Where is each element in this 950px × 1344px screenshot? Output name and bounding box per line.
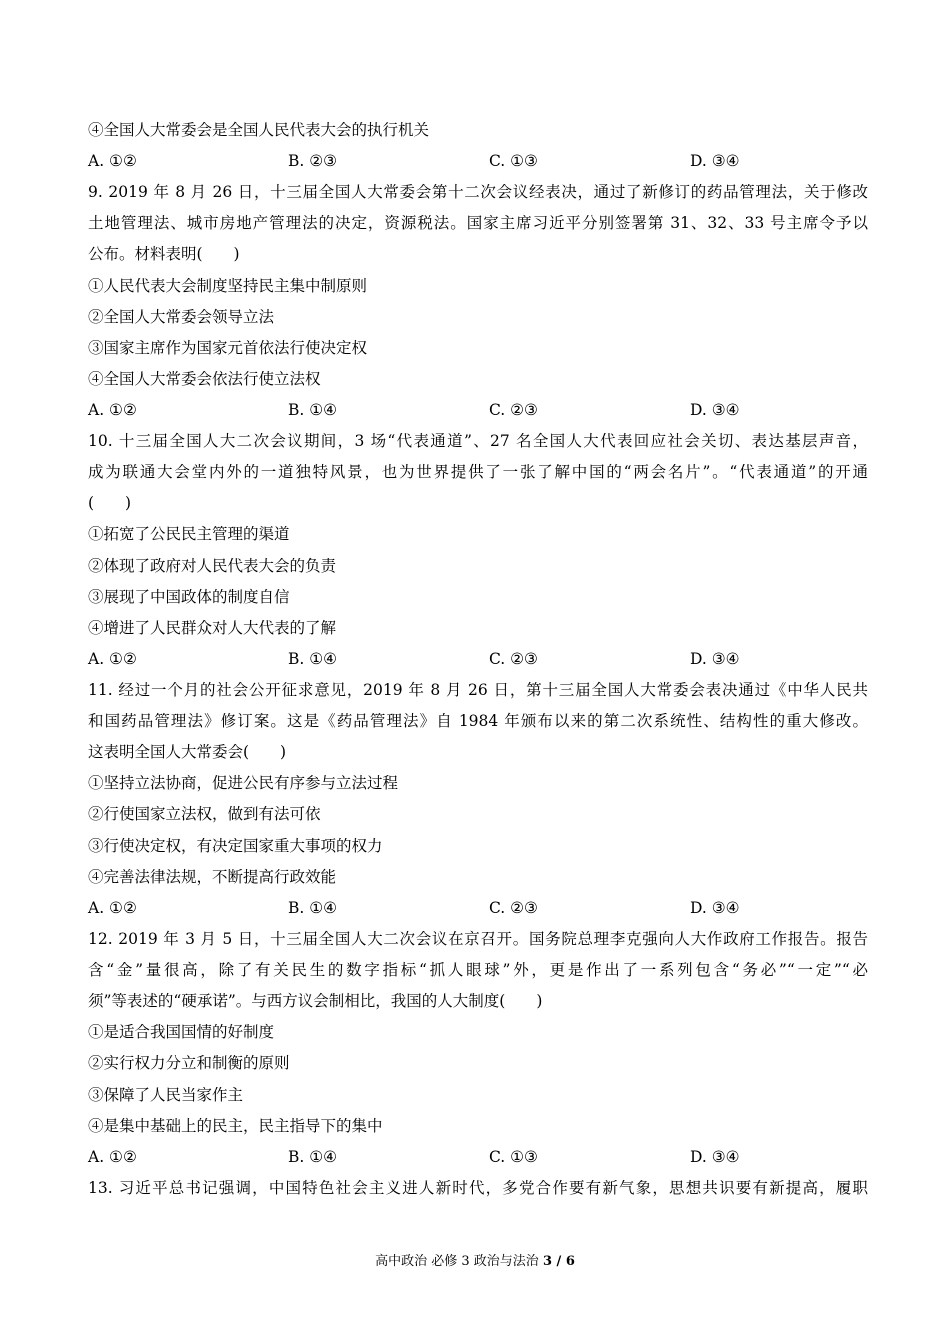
page-total: 6 [565,1254,575,1269]
page-number: 3 [542,1254,552,1269]
option-c: C. ①③ [489,1148,538,1166]
answer-options [88,649,868,669]
option-statement: ①人民代表大会制度坚持民主集中制原则 [88,277,368,295]
option-a: A. ①② [88,1148,137,1166]
option-statement: ①是适合我国国情的好制度 [88,1023,275,1041]
question-stem: 和国药品管理法》修订案。这是《药品管理法》自 1984 年颁布以来的第二次系统性、结构性的重大修改。 [88,712,868,730]
question-stem: 12. 2019 年 3 月 5 日，十三届全国人大二次会议在京召开。国务院总理李克强向人大作政府工作报告。报告 [88,930,868,948]
question-stem: 10. 十三届全国人大二次会议期间，3 场“代表通道”、27 名全国人大代表回应社会关切、表达基层声音， [88,432,868,450]
option-statement: ④是集中基础上的民主，民主指导下的集中 [88,1117,383,1135]
option-a: A. ①② [88,401,137,419]
option-statement: ①拓宽了公民民主管理的渠道 [88,525,290,543]
question-stem: ( ) [88,494,132,512]
option-d: D. ③④ [690,1148,740,1166]
page-footer [0,1253,950,1271]
footer-text: 高中政治 必修 3 政治与法治 [375,1254,543,1269]
option-d: D. ③④ [690,152,740,170]
option-b: B. ①④ [288,650,338,668]
question-stem: 13. 习近平总书记强调，中国特色社会主义进人新时代，多党合作要有新气象，思想共识要有新提高，履职 [88,1179,868,1197]
question-stem: 含“金”量很高，除了有关民生的数字指标“抓人眼球”外，更是作出了一系列包含“务必”“一定”“必 [88,961,868,979]
page-separator: / [552,1254,566,1269]
option-d: D. ③④ [690,401,740,419]
option-statement: ④全国人大常委会是全国人民代表大会的执行机关 [88,121,430,139]
option-b: B. ①④ [288,899,338,917]
option-c: C. ②③ [489,650,538,668]
question-stem: 须”等表述的“硬承诺”。与西方议会制相比，我国的人大制度( ) [88,992,543,1010]
option-c: C. ①③ [489,152,538,170]
option-statement: ③国家主席作为国家元首依法行使决定权 [88,339,368,357]
option-statement: ④完善法律法规，不断提高行政效能 [88,868,337,886]
answer-options [88,400,868,420]
question-stem: 公布。材料表明( ) [88,245,240,263]
answer-options [88,898,868,918]
answer-options [88,1147,868,1167]
option-statement: ②全国人大常委会领导立法 [88,308,275,326]
answer-options [88,151,868,171]
option-statement: ③保障了人民当家作主 [88,1086,244,1104]
option-statement: ④增进了人民群众对人大代表的了解 [88,619,337,637]
option-statement: ④全国人大常委会依法行使立法权 [88,370,321,388]
option-statement: ③行使决定权，有决定国家重大事项的权力 [88,837,383,855]
option-statement: ③展现了中国政体的制度自信 [88,588,290,606]
option-c: C. ②③ [489,899,538,917]
option-statement: ②实行权力分立和制衡的原则 [88,1054,290,1072]
option-statement: ①坚持立法协商，促进公民有序参与立法过程 [88,774,399,792]
question-stem: 这表明全国人大常委会( ) [88,743,287,761]
option-b: B. ②③ [288,152,338,170]
option-a: A. ①② [88,899,137,917]
question-stem: 11. 经过一个月的社会公开征求意见，2019 年 8 月 26 日，第十三届全国人大常委会表决通过《中华人民共 [88,681,868,699]
option-a: A. ①② [88,650,137,668]
option-c: C. ②③ [489,401,538,419]
option-statement: ②体现了政府对人民代表大会的负责 [88,557,337,575]
question-stem: 土地管理法、城市房地产管理法的决定，资源税法。国家主席习近平分别签署第 31、32、33 号主席令予以 [88,214,868,232]
option-statement: ②行使国家立法权，做到有法可依 [88,805,321,823]
option-b: B. ①④ [288,401,338,419]
question-stem: 9. 2019 年 8 月 26 日，十三届全国人大常委会第十二次会议经表决，通过了新修订的药品管理法，关于修改 [88,183,868,201]
question-stem: 成为联通大会堂内外的一道独特风景，也为世界提供了一张了解中国的“两会名片”。“代表通道”的开通 [88,463,868,481]
option-b: B. ①④ [288,1148,338,1166]
option-d: D. ③④ [690,899,740,917]
option-d: D. ③④ [690,650,740,668]
option-a: A. ①② [88,152,137,170]
